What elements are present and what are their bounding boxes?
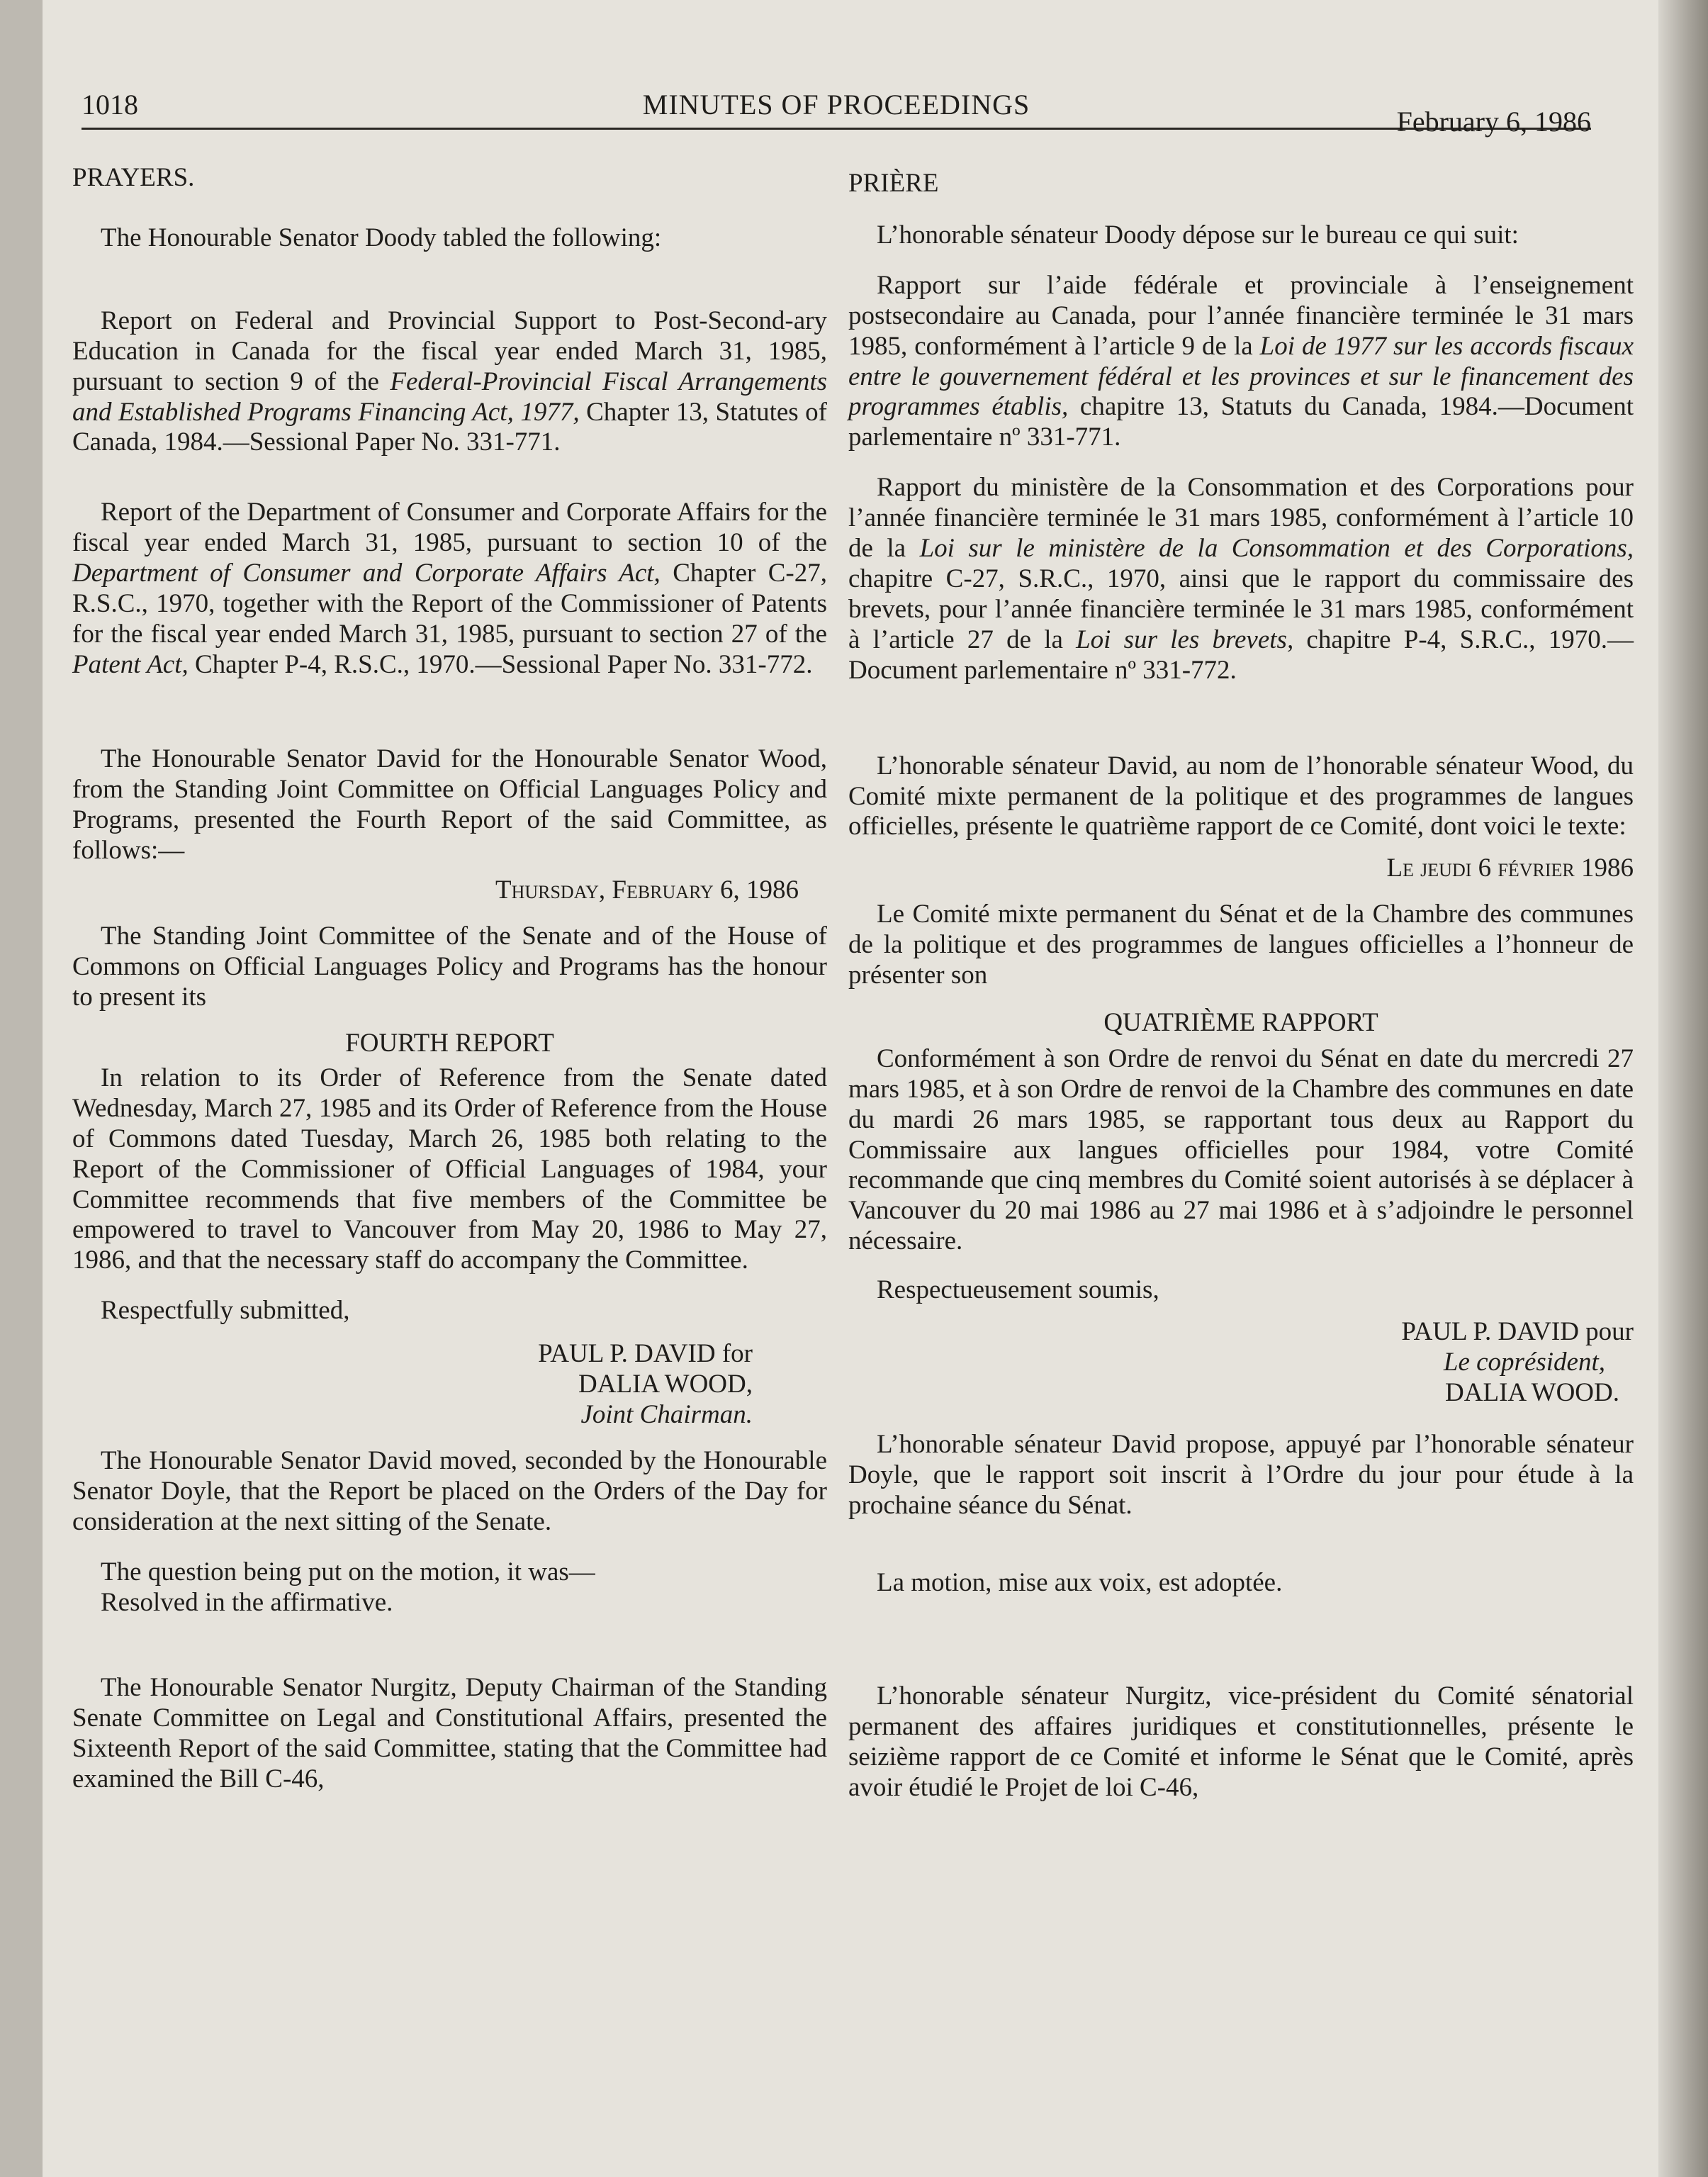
adoptee-line: La motion, mise aux voix, est adoptée. <box>877 1567 1283 1597</box>
david-presente-paragraph: L’honorable sénateur David, au nom de l’honorable sénateur Wood, du Comité mixte permanent de la politique et des programmes de langues officielles, présente le quatrième rapport de ce Comité, dont voici le texte: <box>848 751 1634 841</box>
header-date: February 6, 1986 <box>1396 106 1591 138</box>
signature-fr-line-3: DALIA WOOD. <box>1445 1377 1619 1407</box>
signature-fr-line-1: PAUL P. DAVID pour <box>1401 1317 1634 1347</box>
conformement-paragraph: Conformément à son Ordre de renvoi du Sénat en date du mercredi 27 mars 1985, et à son Ordre de renvoi de la Chambre des communes en date du mardi 26 mars 1985, se rapportant tous deux au Rapport du Commissaire aux langues officielles pour 1984, votre Comité recommande que cinq membres du Comité soient autorisés à se déplacer à Vancouver du 20 mai 1986 au 27 mai 1986 et à s’adjoindre le personnel nécessaire. <box>848 1043 1634 1256</box>
question-line: The question being put on the motion, it was— <box>101 1557 595 1586</box>
signature-fr-line-2: Le coprésident, <box>1443 1348 1605 1377</box>
signature-line-3: Joint Chairman. <box>580 1400 753 1429</box>
english-column <box>72 156 827 1795</box>
report-1-paragraph: Report on Federal and Provincial Support to Post-Second-ary Education in Canada for the fiscal year ended March 31, 1985, pursuant to section 9 of the Federal-Provincial Fiscal Arrangements and Established Programs Financing Act, 1977, Chapter 13, Statutes of Canada, 1984.—Sessional Paper No. 331-771. <box>72 306 827 457</box>
respectueusement-soumis: Respectueusement soumis, <box>877 1275 1159 1305</box>
dateline: Thursday, February 6, 1986 <box>495 875 799 905</box>
french-column <box>848 156 1634 1803</box>
page-number: 1018 <box>82 89 138 121</box>
comite-honneur-paragraph: Le Comité mixte permanent du Sénat et de la Chambre des communes de la politique et des programmes de langues officielles a l’honneur de présenter son <box>848 900 1634 990</box>
rapport-2-paragraph: Rapport du ministère de la Consommation et des Corporations pour l’année financière terminée le 31 mars 1985, conformément à l’article 10 de la Loi sur le ministère de la Consommation et des Corporations, chapitre C-27, S.R.C., 1970, ainsi que le rapport du commissaire des brevets, pour l’année financière terminée le 31 mars 1985, conformément à l’article 27 de la Loi sur les brevets, chapitre P-4, S.R.C., 1970.—Document parlementaire nº 331-772. <box>848 473 1634 685</box>
nurgitz-paragraph: The Honourable Senator Nurgitz, Deputy Chairman of the Standing Senate Committee on Legal and Constitutional Affairs, presented the Sixteenth Report of the said Committee, stating that the Committee had examined the Bill C-46, <box>72 1673 827 1794</box>
depose-paragraph: L’honorable sénateur Doody dépose sur le bureau ce qui suit: <box>877 220 1519 250</box>
dateline-fr: Le jeudi 6 février 1986 <box>1386 854 1634 883</box>
committee-honour-paragraph: The Standing Joint Committee of the Senate and of the House of Commons on Official Languages Policy and Programs has the honour to present its <box>72 922 827 1012</box>
moved-paragraph: The Honourable Senator David moved, seconded by the Honourable Senator Doyle, that the Report be placed on the Orders of the Day for consideration at the next sitting of the Senate. <box>72 1445 827 1536</box>
resolved-line: Resolved in the affirmative. <box>101 1587 393 1617</box>
david-presented-paragraph: The Honourable Senator David for the Honourable Senator Wood, from the Standing Joint Committee on Official Languages Policy and Programs, presented the Fourth Report of the said Committee, as follows:— <box>72 744 827 865</box>
quatrieme-rapport-heading: QUATRIÈME RAPPORT <box>1103 1007 1378 1037</box>
nurgitz-fr-paragraph: L’honorable sénateur Nurgitz, vice-président du Comité sénatorial permanent des affaires juridiques et constitutionnelles, présente le seizième rapport de ce Comité et informe le Sénat que le Comité, après avoir étudié le Projet de loi C-46, <box>848 1681 1634 1803</box>
propose-paragraph: L’honorable sénateur David propose, appuyé par l’honorable sénateur Doyle, que le rapport soit inscrit à l’Ordre du jour pour étude à la prochaine séance du Sénat. <box>848 1429 1634 1520</box>
rapport-1-paragraph: Rapport sur l’aide fédérale et provinciale à l’enseignement postsecondaire au Canada, pour l’année financière terminée le 31 mars 1985, conformément à l’article 9 de la Loi de 1977 sur les accords fiscaux entre le gouvernement fédéral et les provinces et sur le financement des programmes établis, chapitre 13, Statuts du Canada, 1984.—Document parlementaire nº 331-771. <box>848 270 1634 452</box>
report-2-paragraph: Report of the Department of Consumer and Corporate Affairs for the fiscal year ended March 31, 1985, pursuant to section 10 of the Department of Consumer and Corporate Affairs Act, Chapter C-27, R.S.C., 1970, together with the Report of the Commissioner of Patents for the fiscal year ended March 31, 1985, pursuant to section 27 of the Patent Act, Chapter P-4, R.S.C., 1970.—Sessional Paper No. 331-772. <box>72 498 828 679</box>
page-edge-shadow <box>1658 0 1708 2177</box>
prayers-heading: PRAYERS. <box>72 163 195 192</box>
page-header <box>82 84 1591 138</box>
respectfully-submitted: Respectfully submitted, <box>101 1296 350 1326</box>
priere-heading: PRIÈRE <box>848 169 939 198</box>
signature-line-1: PAUL P. DAVID for <box>538 1339 753 1369</box>
signature-line-2: DALIA WOOD, <box>578 1370 753 1399</box>
tabled-paragraph: The Honourable Senator Doody tabled the following: <box>101 223 662 252</box>
relation-paragraph: In relation to its Order of Reference from the Senate dated Wednesday, March 27, 1985 and its Order of Reference from the House of Commons dated Tuesday, March 26, 1985 both relating to the Report of the Commissioner of Official Languages of 1984, your Committee recommends that five members of the Committee be empowered to travel to Vancouver from May 20, 1986 to May 27, 1986, and that the necessary staff do accompany the Committee. <box>72 1063 827 1275</box>
fourth-report-heading: FOURTH REPORT <box>345 1029 554 1058</box>
running-head: MINUTES OF PROCEEDINGS <box>642 89 1030 121</box>
